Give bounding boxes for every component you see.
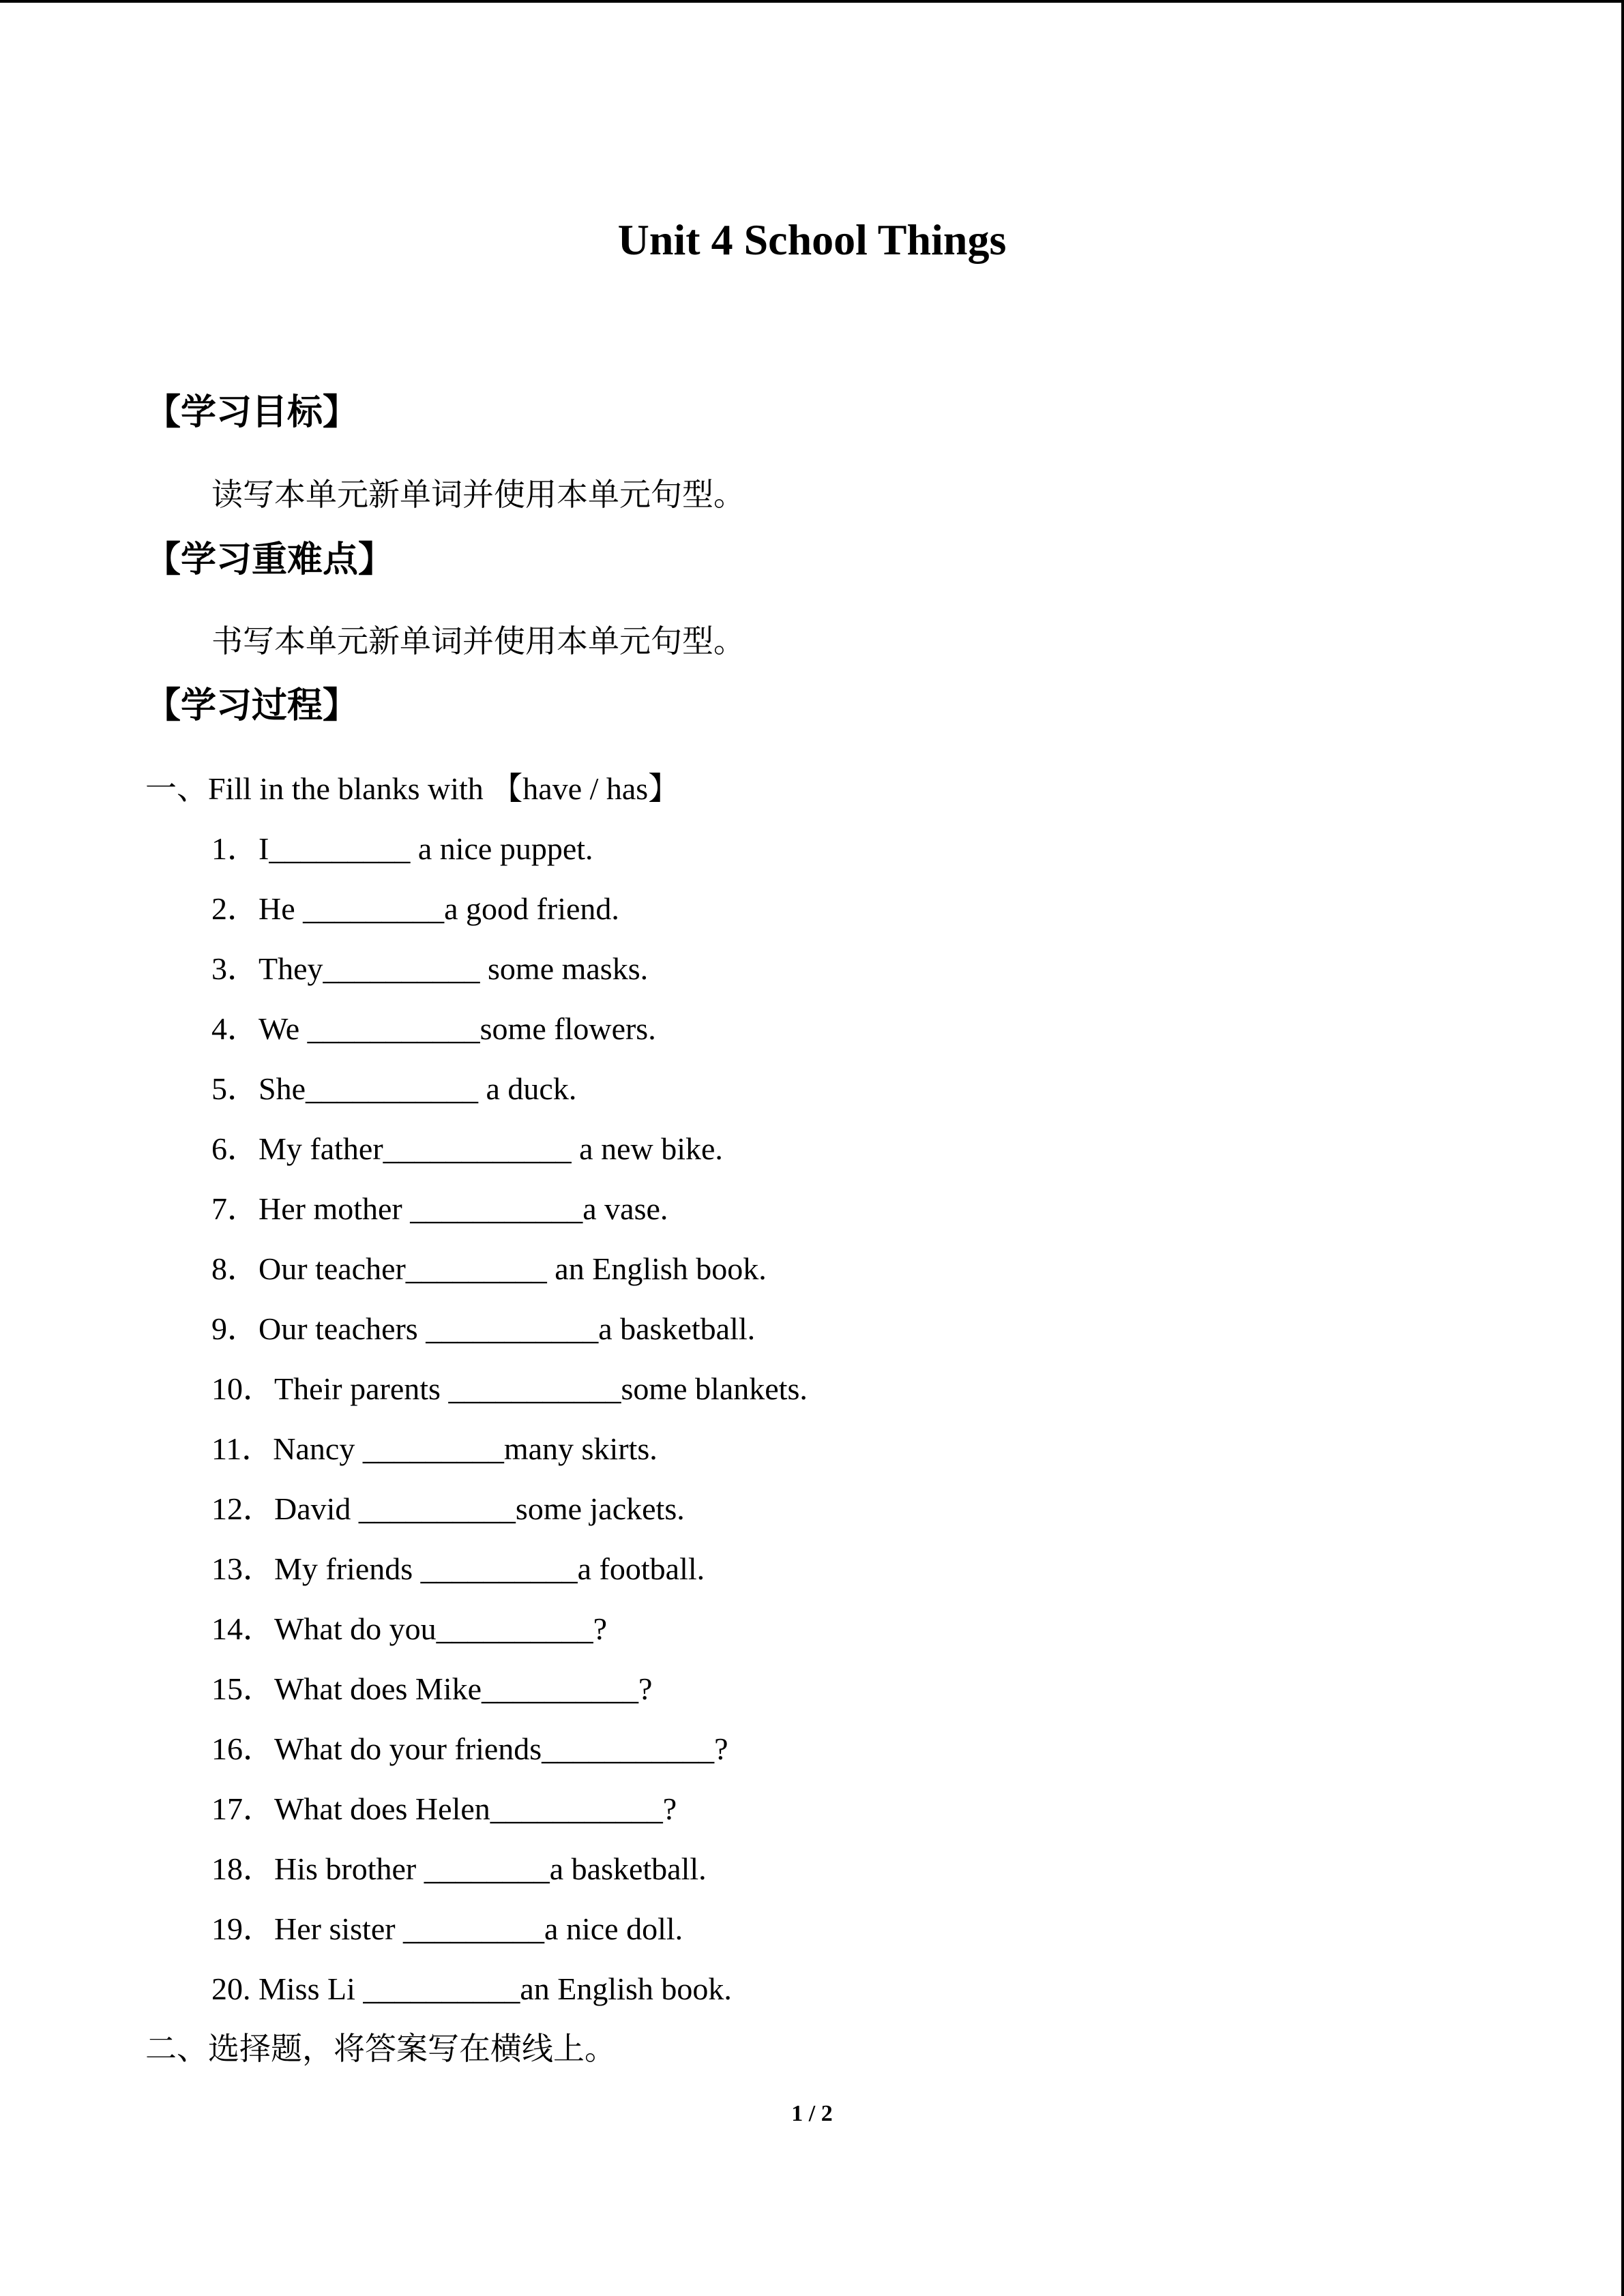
- top-border-line: [0, 0, 1624, 3]
- part-one-title: 一、Fill in the blanks with 【have / has】: [145, 771, 680, 806]
- list-item: 13．My friends __________a football.: [211, 1551, 705, 1586]
- section-heading-key-points: 【学习重难点】: [145, 539, 394, 580]
- list-item: 2．He _________a good friend.: [211, 891, 619, 926]
- list-item: 3．They__________ some masks.: [211, 951, 649, 986]
- list-item: 1．I_________ a nice puppet.: [211, 831, 593, 866]
- list-item: 11．Nancy _________many skirts.: [211, 1431, 658, 1466]
- list-item: 5．She___________ a duck.: [211, 1071, 577, 1106]
- page-title: Unit 4 School Things: [617, 215, 1007, 264]
- section-heading-learning-goals: 【学习目标】: [145, 392, 359, 433]
- list-item: 12．David __________some jackets.: [211, 1491, 685, 1526]
- list-item: 19．Her sister _________a nice doll.: [211, 1911, 683, 1946]
- section-body-learning-goals: 读写本单元新单词并使用本单元句型。: [211, 476, 745, 513]
- list-item: 14．What do you__________?: [211, 1611, 608, 1646]
- list-item: 4．We ___________some flowers.: [211, 1011, 656, 1046]
- list-item: 7．Her mother ___________a vase.: [211, 1191, 668, 1226]
- part-two-title: 二、选择题，将答案写在横线上。: [145, 2031, 616, 2066]
- list-item: 10．Their parents ___________some blankets.: [211, 1371, 808, 1406]
- section-body-key-points: 书写本单元新单词并使用本单元句型。: [211, 623, 745, 659]
- list-item: 15．What does Mike__________?: [211, 1671, 653, 1706]
- page-number: 1 / 2: [791, 2101, 833, 2126]
- list-item: 8．Our teacher_________ an English book.: [211, 1251, 767, 1286]
- list-item: 9．Our teachers ___________a basketball.: [211, 1311, 756, 1346]
- fill-in-blank-list: [211, 829, 808, 2029]
- section-heading-learning-process: 【学习过程】: [145, 685, 359, 726]
- list-item: 20. Miss Li __________an English book.: [211, 1971, 732, 2006]
- list-item: 6．My father____________ a new bike.: [211, 1131, 723, 1166]
- list-item: 18．His brother ________a basketball.: [211, 1851, 707, 1886]
- list-item: 16．What do your friends___________?: [211, 1731, 728, 1766]
- list-item: 17．What does Helen___________?: [211, 1791, 677, 1826]
- right-border-line: [1621, 0, 1624, 2296]
